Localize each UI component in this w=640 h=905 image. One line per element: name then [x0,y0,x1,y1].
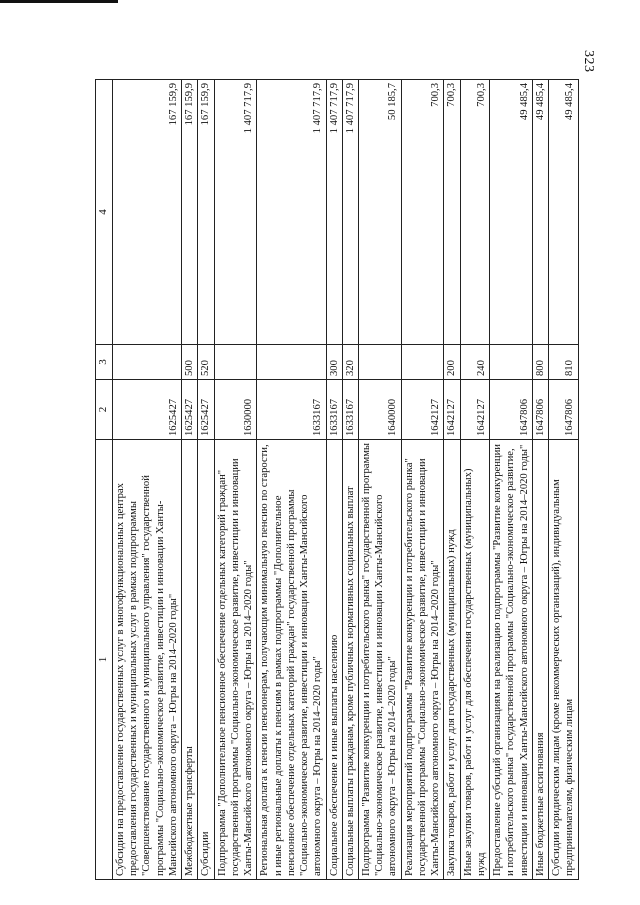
rotated-table-container [95,80,576,880]
table-row [460,80,489,880]
row-expense-type-code [257,345,326,380]
row-expense-type-code [490,345,533,380]
row-target-article-code: 1642127 [444,380,460,440]
column-header-2: 2 [96,380,113,440]
row-amount: 1 407 717,9 [342,80,358,345]
row-amount: 167 159,9 [113,80,182,345]
row-target-article-code: 1647806 [549,380,578,440]
row-expense-type-code [401,345,444,380]
table-row [401,80,444,880]
row-description: Субсидии [198,440,214,880]
row-target-article-code: 1642127 [460,380,489,440]
table-row [342,80,358,880]
row-amount: 167 159,9 [182,80,198,345]
row-target-article-code: 1625427 [113,380,182,440]
table-row [444,80,460,880]
row-description: Субсидии юридическим лицам (кроме некоммерческих организаций), индивидуальным предпринимателям, физическим лицам [549,440,578,880]
row-description: Иные бюджетные ассигнования [532,440,548,880]
row-amount: 1 407 717,9 [214,80,257,345]
row-description: Социальные выплаты гражданам, кроме публичных нормативных социальных выплат [342,440,358,880]
row-description: Предоставление субсидий организациям на реализацию подпрограммы "Развитие конкуренции и потребительского рынка" государственной программы "Социально-экономическое развитие, инвестиции и инновации Ханты-Мансийского автономного округа – Югры на 2014–2020 годы" [490,440,533,880]
table-row [549,80,578,880]
row-expense-type-code: 800 [532,345,548,380]
row-amount: 167 159,9 [198,80,214,345]
top-rule [0,0,118,3]
row-amount: 49 485,4 [532,80,548,345]
row-description: Реализация мероприятий подпрограммы "Развитие конкуренции и потребительского рынка" государственной программы "Социально-экономическое развитие, инвестиции и инновации Ханты-Мансийского автономного округа – Югры на 2014–2020 годы" [401,440,444,880]
row-description: Подпрограмма "Дополнительное пенсионное обеспечение отдельных категорий граждан" государственной программы "Социально-экономическое развитие, инвестиции и инновации Ханты-Мансийского автономного округа – Югры на 2014–2020 годы" [214,440,257,880]
row-description: Социальное обеспечение и иные выплаты населению [326,440,342,880]
table-row [214,80,257,880]
row-description: Закупка товаров, работ и услуг для государственных (муниципальных) нужд [444,440,460,880]
column-header-3: 3 [96,345,113,380]
row-target-article-code: 1633167 [326,380,342,440]
table-row [198,80,214,880]
row-expense-type-code: 300 [326,345,342,380]
row-expense-type-code [358,345,401,380]
table-row [532,80,548,880]
row-expense-type-code [113,345,182,380]
row-description: Иные закупки товаров, работ и услуг для обеспечения государственных (муниципальных) нужд [460,440,489,880]
table-row [182,80,198,880]
column-header-1: 1 [96,440,113,880]
row-target-article-code: 1647806 [490,380,533,440]
table-row [326,80,342,880]
row-expense-type-code: 320 [342,345,358,380]
row-expense-type-code: 200 [444,345,460,380]
row-target-article-code: 1647806 [532,380,548,440]
row-expense-type-code: 500 [182,345,198,380]
table-body [96,80,579,880]
table-row [257,80,326,880]
row-amount: 700,3 [460,80,489,345]
table-row [113,80,182,880]
table-row [358,80,401,880]
row-target-article-code: 1625427 [198,380,214,440]
row-description: Подпрограмма "Развитие конкуренции и потребительского рынка" государственной программы "Социально-экономическое развитие, инвестиции и инновации Ханты-Мансийского автономного округа – Югры на 2014–2020 годы" [358,440,401,880]
row-expense-type-code: 240 [460,345,489,380]
row-expense-type-code: 520 [198,345,214,380]
row-target-article-code: 1640000 [358,380,401,440]
row-description: Региональная доплата к пенсии пенсионерам, получающим минимальную пенсию по старости, и иные региональные доплаты к пенсиям в рамках подпрограммы "Дополнительное пенсионное обеспечение отдельных категорий граждан" государственной программы "Социально-экономическое развитие, инвестиции и инновации Ханты-Мансийского автономного округа – Югры на 2014–2020 годы" [257,440,326,880]
row-target-article-code: 1633167 [257,380,326,440]
row-amount: 49 485,4 [549,80,578,345]
row-target-article-code: 1630000 [214,380,257,440]
row-target-article-code: 1625427 [182,380,198,440]
row-amount: 1 407 717,9 [257,80,326,345]
page-number: 323 [581,50,596,73]
row-description: Межбюджетные трансферты [182,440,198,880]
column-header-4: 4 [96,80,113,345]
row-amount: 700,3 [401,80,444,345]
row-target-article-code: 1633167 [342,380,358,440]
table-row [490,80,533,880]
column-number-row [96,80,113,880]
row-amount: 700,3 [444,80,460,345]
row-description: Субсидии на предоставление государственных услуг в многофункциональных центрах предоставления государственных и муниципальных услуг в рамках подпрограммы "Совершенствование государственного и муниципального управления" государственной программы "Социально-экономическое развитие, инвестиции и инновации Ханты-Мансийского автономного округа – Югры на 2014–2020 годы" [113,440,182,880]
row-amount: 1 407 717,9 [326,80,342,345]
row-amount: 50 185,7 [358,80,401,345]
row-expense-type-code: 810 [549,345,578,380]
row-amount: 49 485,4 [490,80,533,345]
row-target-article-code: 1642127 [401,380,444,440]
budget-table [95,79,579,880]
row-expense-type-code [214,345,257,380]
